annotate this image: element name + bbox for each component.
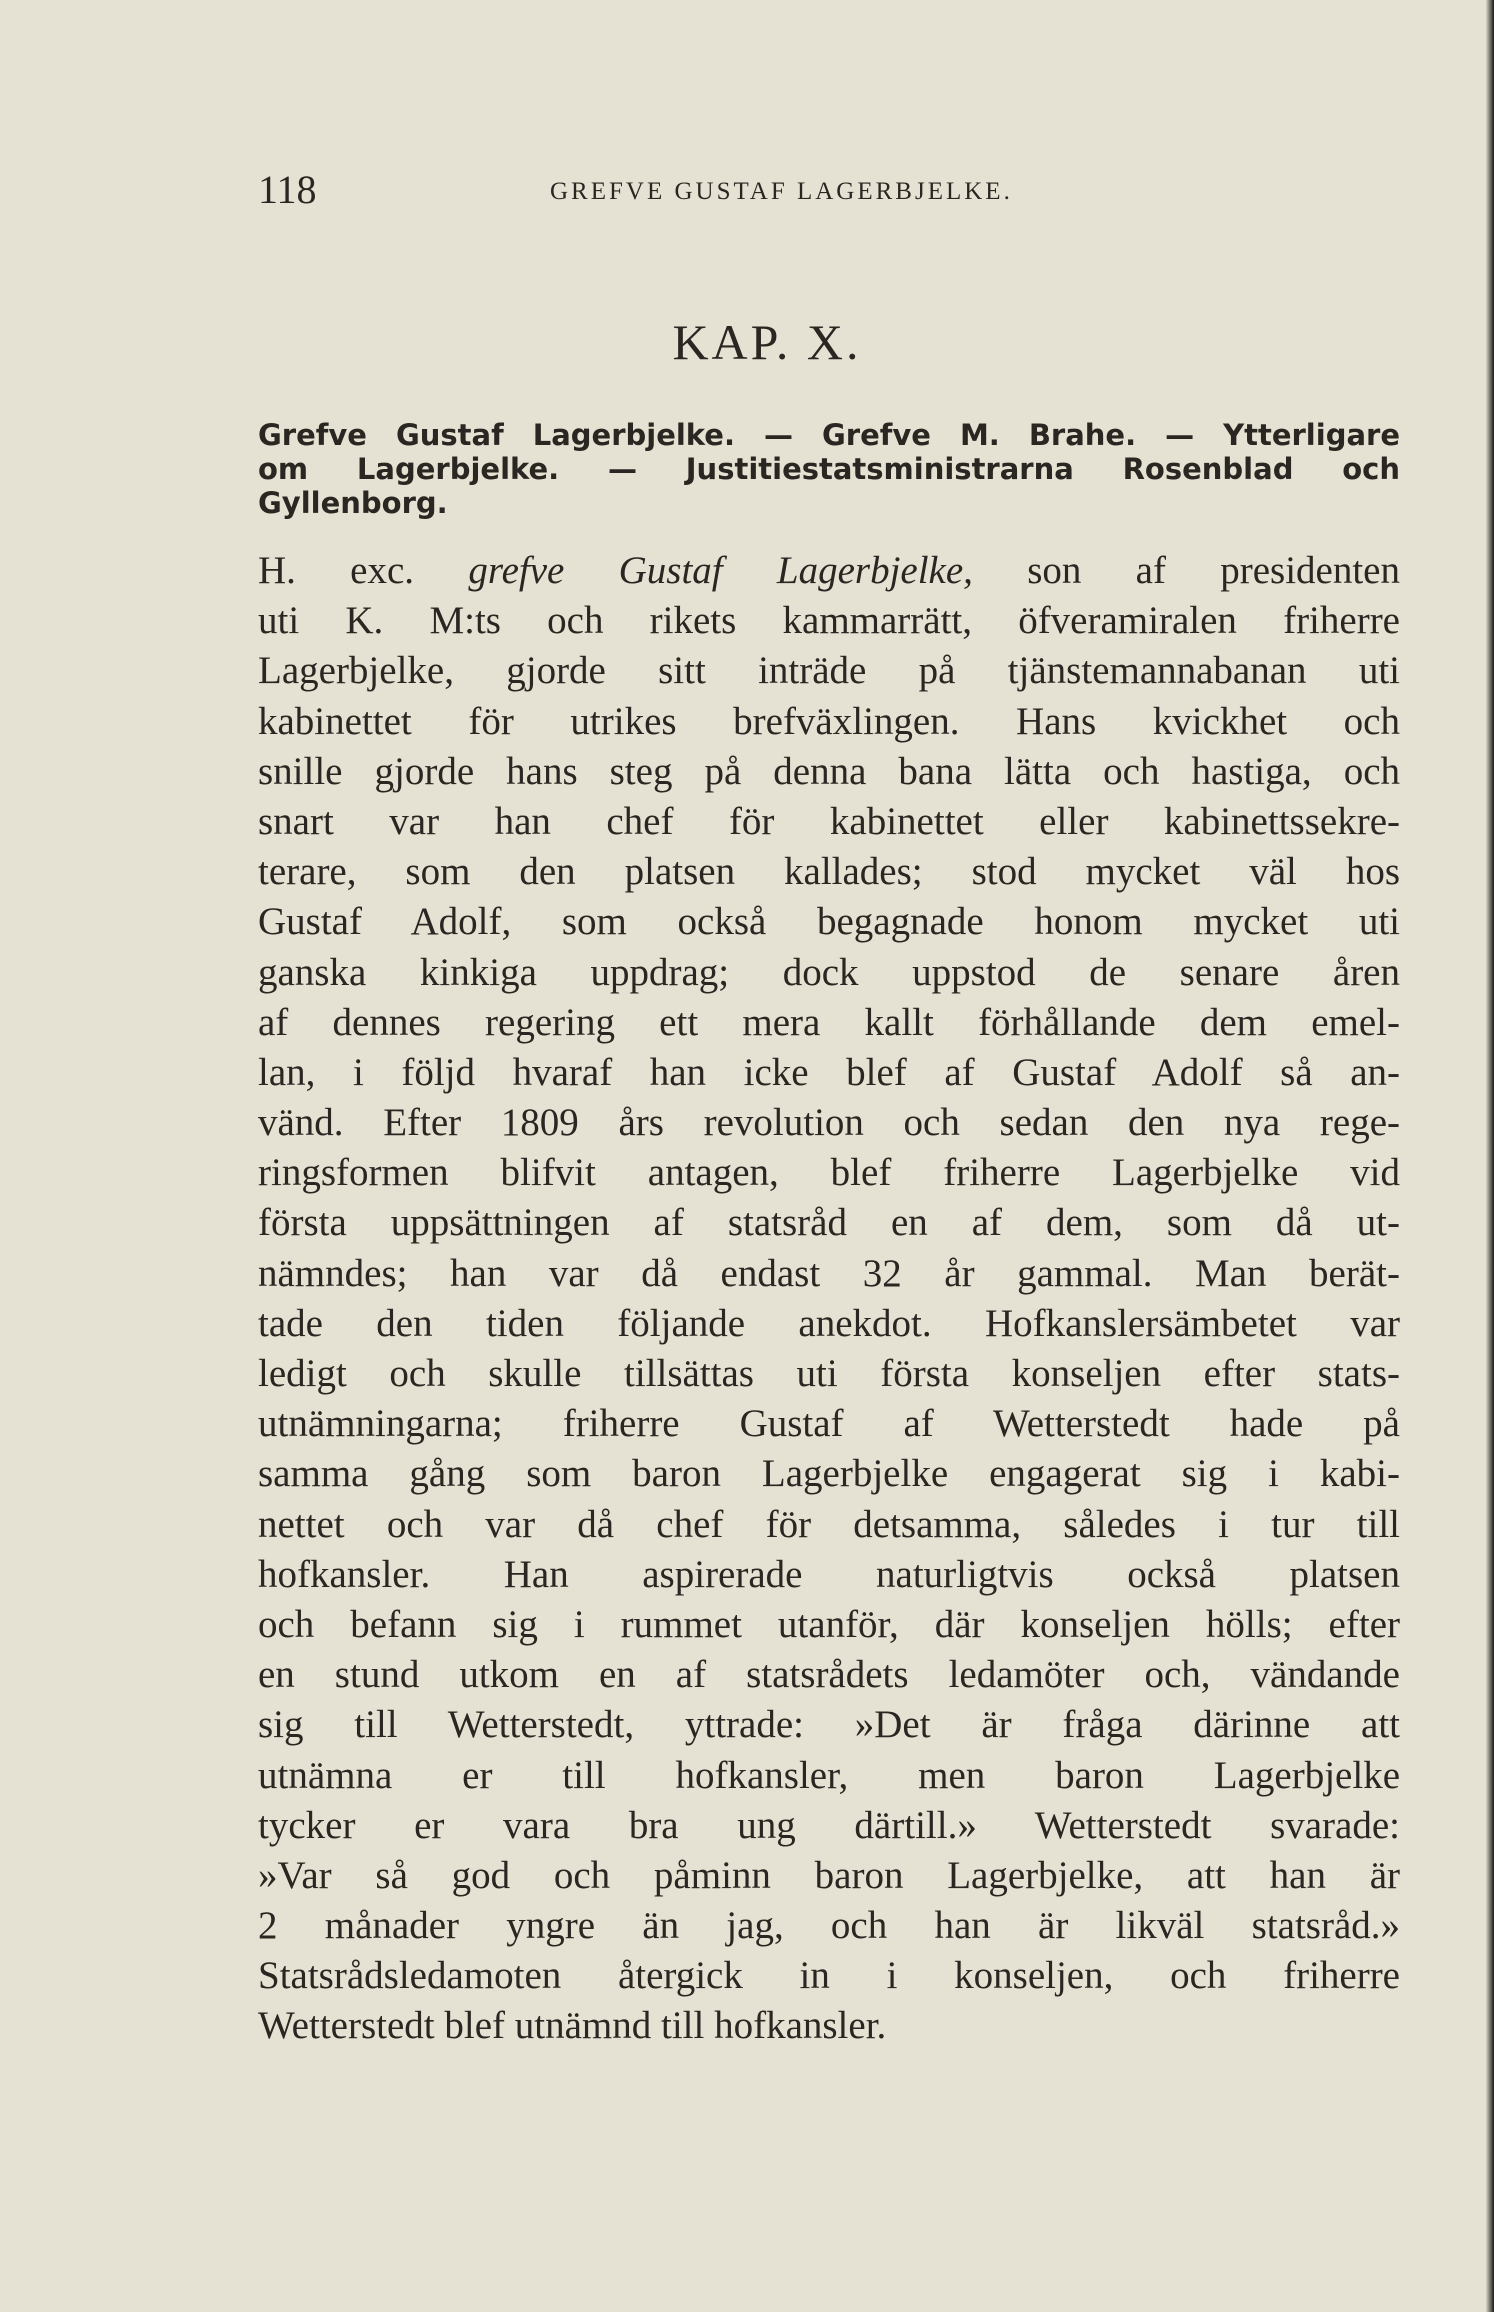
body-line: Wetterstedt blef utnämnd till hofkansler. bbox=[258, 2004, 887, 2048]
body-text bbox=[258, 546, 1400, 2052]
body-line: en stund utkom en af statsrådets ledamöter och, vändande bbox=[258, 1653, 1400, 1697]
body-line: nettet och var då chef för detsamma, således i tur till bbox=[258, 1502, 1400, 1546]
body-line: och befann sig i rummet utanför, där konseljen hölls; efter bbox=[258, 1602, 1400, 1646]
body-line: kabinettet för utrikes brefväxlingen. Hans kvickhet och bbox=[258, 699, 1400, 743]
summary-line: Grefve Gustaf Lagerbjelke. — Grefve M. Brahe. — Ytterligare bbox=[258, 418, 1400, 452]
body-line-rest: son af presidenten bbox=[972, 549, 1400, 592]
body-line: första uppsättningen af statsråd en af dem, som då ut- bbox=[258, 1201, 1400, 1245]
body-line: lan, i följd hvaraf han icke blef af Gustaf Adolf så an- bbox=[258, 1050, 1400, 1094]
summary-line: Gyllenborg. bbox=[258, 486, 448, 520]
body-line: 2 månader yngre än jag, och han är likväl statsråd.» bbox=[258, 1904, 1400, 1948]
body-line: nämndes; han var då endast 32 år gammal. Man berät- bbox=[258, 1251, 1400, 1295]
body-line: ganska kinkiga uppdrag; dock uppstod de senare åren bbox=[258, 950, 1400, 994]
body-line: sig till Wetterstedt, yttrade: »Det är fråga därinne att bbox=[258, 1703, 1400, 1747]
body-line: ringsformen blifvit antagen, blef friherre Lagerbjelke vid bbox=[258, 1151, 1400, 1195]
body-line: terare, som den platsen kallades; stod mycket väl hos bbox=[258, 850, 1400, 894]
running-head: GREFVE GUSTAF LAGERBJELKE. bbox=[550, 178, 1013, 205]
body-line: vänd. Efter 1809 års revolution och sedan den nya rege- bbox=[258, 1101, 1400, 1145]
body-line: utnämna er till hofkansler, men baron Lagerbjelke bbox=[258, 1753, 1400, 1797]
body-line: samma gång som baron Lagerbjelke engagerat sig i kabi- bbox=[258, 1452, 1400, 1496]
body-line: snille gjorde hans steg på denna bana lätta och hastiga, och bbox=[258, 749, 1400, 793]
body-line-lead: H. exc. bbox=[258, 549, 469, 592]
body-line: snart var han chef för kabinettet eller kabinettssekre- bbox=[258, 799, 1400, 843]
body-line: tade den tiden följande anekdot. Hofkanslersämbetet var bbox=[258, 1301, 1400, 1345]
chapter-summary bbox=[258, 418, 1400, 520]
body-line: »Var så god och påminn baron Lagerbjelke, att han är bbox=[258, 1853, 1400, 1897]
page-header bbox=[258, 168, 1398, 218]
summary-line: om Lagerbjelke. — Justitiestatsministrarna Rosenblad och bbox=[258, 452, 1400, 486]
body-line: Lagerbjelke, gjorde sitt inträde på tjänstemannabanan uti bbox=[258, 649, 1400, 693]
body-line: utnämningarna; friherre Gustaf af Wetterstedt hade på bbox=[258, 1402, 1400, 1446]
page-number: 118 bbox=[258, 167, 317, 212]
body-line: tycker er vara bra ung därtill.» Wetterstedt svarade: bbox=[258, 1803, 1400, 1847]
body-line: hofkansler. Han aspirerade naturligtvis också platsen bbox=[258, 1552, 1400, 1596]
body-line-first bbox=[258, 546, 1400, 596]
body-line: af dennes regering ett mera kallt förhållande dem emel- bbox=[258, 1000, 1400, 1044]
person-name-italic: grefve Gustaf Lagerbjelke, bbox=[468, 549, 973, 592]
chapter-title: KAP. X. bbox=[672, 314, 862, 370]
body-line: Statsrådsledamoten återgick in i konseljen, och friherre bbox=[258, 1954, 1400, 1998]
body-line: ledigt och skulle tillsättas uti första konseljen efter stats- bbox=[258, 1352, 1400, 1395]
body-line: Gustaf Adolf, som också begagnade honom mycket uti bbox=[258, 900, 1400, 944]
body-line: uti K. M:ts och rikets kammarrätt, öfveramiralen friherre bbox=[258, 599, 1400, 643]
